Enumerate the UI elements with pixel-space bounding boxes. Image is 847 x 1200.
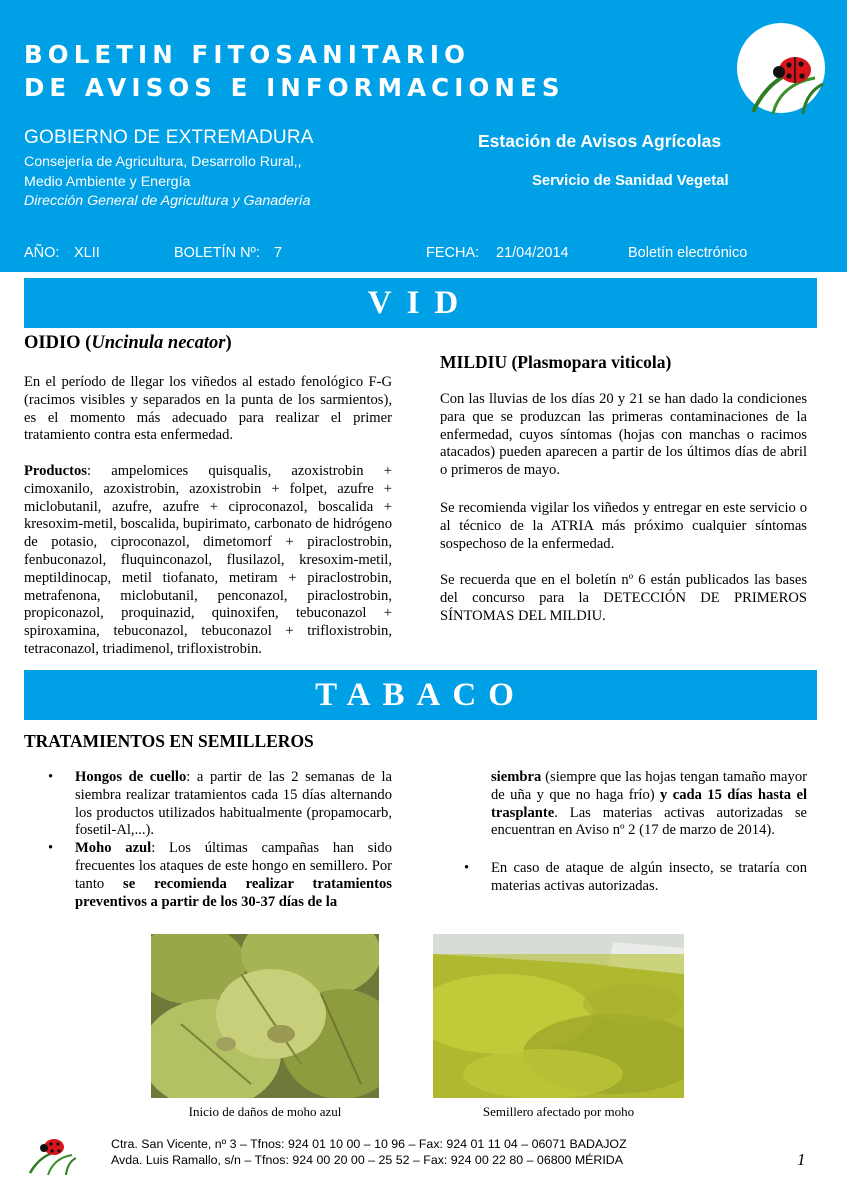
productos-label: Productos bbox=[24, 463, 87, 479]
direccion-general: Dirección General de Agricultura y Ganadería bbox=[24, 193, 311, 209]
moho-recomendacion: se recomienda realizar tratamientos preventivos a partir de los 30-37 días de la bbox=[75, 875, 392, 910]
consejeria-block bbox=[24, 153, 311, 212]
list-item-moho bbox=[24, 840, 392, 911]
gobierno-label: GOBIERNO DE EXTREMADURA bbox=[24, 127, 314, 148]
tabaco-list-right bbox=[440, 860, 807, 896]
tabaco-title: TRATAMIENTOS EN SEMILLEROS bbox=[24, 731, 314, 751]
oidio-title-italic: Uncinula necator bbox=[91, 333, 226, 353]
trasplante-label: y cada 15 días hasta el trasplante bbox=[491, 786, 807, 821]
estacion-label: Estación de Avisos Agrícolas bbox=[478, 131, 722, 151]
oidio-para1: En el período de llegar los viñedos al estado fenológico F-G (racimos visibles y separados en la punta de los sarmientos), es el momento más adecuado para realizar el primer tratamiento contra esta enfermedad. bbox=[24, 374, 392, 444]
footer-ladybug-icon bbox=[22, 1125, 76, 1175]
mildiu-title: MILDIU (Plasmopara viticola) bbox=[440, 352, 672, 372]
tabaco-list-left bbox=[24, 769, 392, 911]
tipo-boletin: Boletín electrónico bbox=[628, 245, 748, 261]
semillero-photo bbox=[433, 934, 684, 1098]
anio-value: XLII bbox=[74, 245, 100, 261]
footer-address bbox=[111, 1136, 627, 1168]
ladybug-icon bbox=[733, 20, 829, 116]
vid-banner: VID bbox=[24, 278, 817, 328]
oidio-title-suffix: ) bbox=[225, 333, 232, 353]
consejeria-line2: Medio Ambiente y Energía bbox=[24, 173, 191, 190]
caption-moho-azul: Inicio de daños de moho azul bbox=[188, 1104, 342, 1119]
fecha-value: 21/04/2014 bbox=[496, 245, 569, 261]
fecha-label: FECHA: bbox=[426, 245, 480, 261]
mildiu-para3: Se recuerda que en el boletín nº 6 están publicados las bases del concurso para la DETECCIÓN DE PRIMEROS SÍNTOMAS DEL MILDIU. bbox=[440, 572, 807, 624]
moho-label: Moho azul bbox=[75, 840, 152, 857]
oidio-title-prefix: OIDIO ( bbox=[24, 333, 92, 353]
productos-list: : ampelomices quisqualis, azoxistrobin + cimoxanilo, azoxistrobin, azoxistrobin + folpet, azufre + miclobutanil, azufre, azufre + ciproconazol, boscalida + kresoxim-metil, boscalida, bupirimato, carbonato de hidrógeno de potasio, ciproconazol, dimetomorf + piraclostrobin, fenbuconazol, fluquinconazol, flusilazol, kresoxim-metil, meptildinocap, metil tiofanato, metiram + piraclostrobin, metrafenona, miclobutanil, penconazol, piraclostrobin, propiconazol, proquinazid, quinoxifen, tebuconazol + spiroxamina, tebuconazol, tebuconazol + trifloxistrobin, tetraconazol, triadimenol, trifloxistrobin. bbox=[24, 463, 392, 657]
footer-line2: Avda. Luis Ramallo, s/n – Tfnos: 924 00 20 00 – 25 52 – Fax: 924 00 22 80 – 06800 MÉRIDA bbox=[111, 1153, 624, 1167]
oidio-productos bbox=[24, 463, 392, 659]
tabaco-col2-text bbox=[491, 769, 807, 840]
anio-label: AÑO: bbox=[24, 245, 60, 261]
moho-text: : Los últimas campañas han sido frecuentes los ataques de este hongo en semillero. Por tanto bbox=[75, 840, 392, 892]
header-band bbox=[0, 0, 847, 272]
mildiu-para1: Con las lluvias de los días 20 y 21 se han dado la condiciones para que se produzcan las primeras contaminaciones de la enfermedad, cuyos síntomas (hojas con manchas o racimos atacados) pueden aparecen a partir de los últimos días de abril o primeros de mayo. bbox=[440, 391, 807, 479]
materias-text: . Las materias activas autorizadas se encuentran en Aviso nº 2 (17 de marzo de 2014). bbox=[491, 804, 807, 839]
bulletin-title bbox=[24, 38, 565, 104]
tabaco-banner: TABACO bbox=[24, 670, 817, 720]
consejeria-line1: Consejería de Agricultura, Desarrollo Rural,, bbox=[24, 154, 302, 170]
list-item-insecto bbox=[440, 860, 807, 896]
caption-semillero: Semillero afectado por moho bbox=[482, 1104, 635, 1119]
siembra-label: siembra bbox=[491, 769, 542, 785]
footer-line1: Ctra. San Vicente, nº 3 – Tfnos: 924 01 10 00 – 10 96 – Fax: 924 01 11 04 – 06071 BADAJOZ bbox=[111, 1137, 627, 1151]
insecto-text: En caso de ataque de algún insecto, se trataría con materias activas autorizadas. bbox=[491, 860, 807, 894]
servicio-label: Servicio de Sanidad Vegetal bbox=[532, 173, 729, 189]
oidio-title bbox=[24, 333, 232, 354]
hongos-label: Hongos de cuello bbox=[75, 769, 187, 785]
boletin-label: BOLETÍN Nº: bbox=[174, 245, 260, 261]
title-line2: DE AVISOS E INFORMACIONES bbox=[24, 73, 565, 102]
boletin-value: 7 bbox=[274, 245, 283, 261]
hongos-text: : a partir de las 2 semanas de la siembra realizar tratamientos cada 15 días alternando los productos utilizados habitualmente (propamocarb, fosetil-Al,...). bbox=[75, 769, 393, 839]
list-item-hongos bbox=[24, 769, 392, 840]
mildiu-para2: Se recomienda vigilar los viñedos y entregar en este servicio o al técnico de la ATRIA más próximo cualquier síntomas sospechoso de la enfermedad. bbox=[440, 500, 807, 552]
moho-azul-photo bbox=[151, 934, 379, 1098]
siembra-text: (siempre que las hojas tengan tamaño mayor de uña y que no haga frío) bbox=[491, 769, 807, 803]
page-number: 1 bbox=[797, 1150, 806, 1169]
title-line1: BOLETIN FITOSANITARIO bbox=[24, 40, 471, 69]
